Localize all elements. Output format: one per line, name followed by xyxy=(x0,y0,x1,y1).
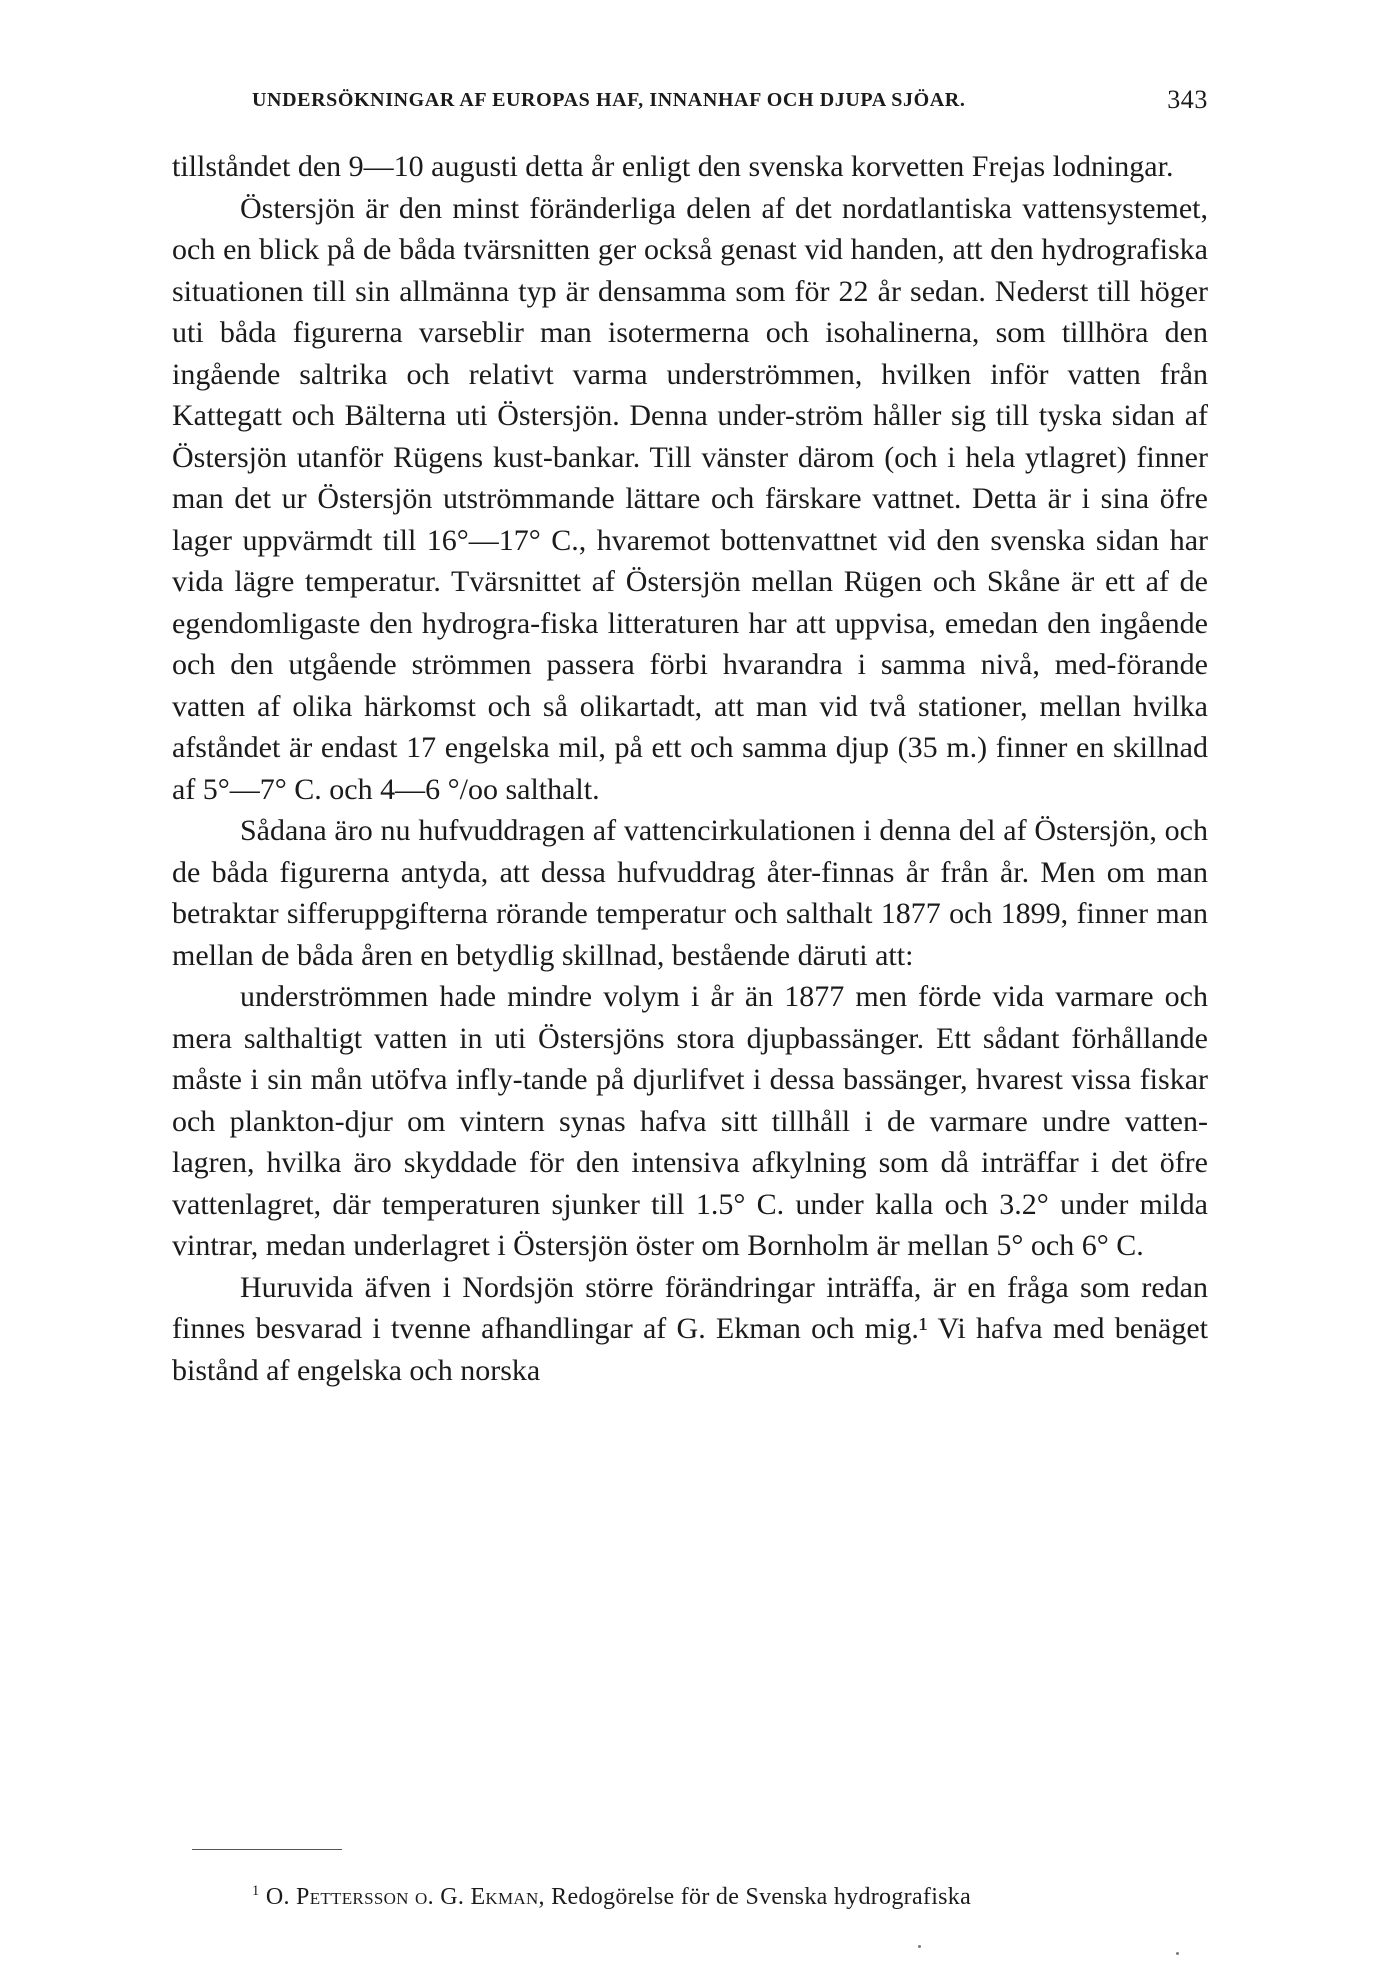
footnote-rule xyxy=(192,1849,342,1850)
footnote-text: Redogörelse för de Svenska hydrografiska xyxy=(551,1884,972,1910)
footnote-authors: O. Pettersson o. G. Ekman, xyxy=(265,1884,545,1910)
paragraph-circulation: Sådana äro nu hufvuddragen af vattencirkulationen i denna del af Östersjön, och de båda figurerna antyda, att dessa hufvuddrag åter-finnas år från år. Men om man betraktar sifferuppgifterna rörande temperatur och salthalt 1877 och 1899, finner man mellan de båda åren en betydlig skillnad, bestående däruti att: xyxy=(172,814,1208,972)
body-text xyxy=(172,146,1208,1391)
paper-speck xyxy=(1176,1952,1179,1955)
paragraph-continuation: tillståndet den 9—10 augusti detta år enligt den svenska korvetten Frejas lodningar. xyxy=(172,150,1174,183)
footnote xyxy=(252,1882,1208,1912)
page-number: 343 xyxy=(1167,85,1208,114)
book-page xyxy=(172,84,1208,1944)
running-head-title: UNDERSÖKNINGAR AF EUROPAS HAF, INNANHAF OCH DJUPA SJÖAR. xyxy=(252,89,966,111)
running-head xyxy=(172,84,1208,116)
paragraph-baltic-sea: Östersjön är den minst föränderliga delen af det nordatlantiska vattensystemet, och en blick på de båda tvärsnitten ger också genast vid handen, att den hydrografiska situationen till sin allmänna typ är densamma som för 22 år sedan. Nederst till höger uti båda figurerna varseblir man isotermerna och isohalinerna, som tillhöra den ingående saltrika och relativt varma underströmmen, hvilken inför vatten från Kattegatt och Bälterna uti Östersjön. Denna under-ström håller sig till tyska sidan af Östersjön utanför Rügens kust-bankar. Till vänster därom (och i hela ytlagret) finner man det ur Östersjön utströmmande lättare och färskare vattnet. Detta är i sina öfre lager uppvärmdt till 16°—17° C., hvaremot bottenvattnet vid den svenska sidan har vida lägre temperatur. Tvärsnittet af Östersjön mellan Rügen och Skåne är ett af de egendomligaste den hydrogra-fiska litteraturen har att uppvisa, emedan den ingående och den utgående strömmen passera förbi hvarandra i samma nivå, med-förande vatten af olika härkomst och så olikartadt, att man vid två stationer, mellan hvilka afståndet är endast 17 engelska mil, på ett och samma djup (35 m.) finner en skillnad af 5°—7° C. och 4—6 °/oo salthalt. xyxy=(172,191,1208,806)
paragraph-north-sea: Huruvida äfven i Nordsjön större förändringar inträffa, är en fråga som redan finnes besvarad i tvenne afhandlingar af G. Ekman och mig.¹ Vi hafva med benäget bistånd af engelska och norska xyxy=(172,1270,1208,1387)
paragraph-undercurrent: underströmmen hade mindre volym i år än 1877 men förde vida varmare och mera salthaltigt vatten in uti Östersjöns stora djupbassänger. Ett sådant förhållande måste i sin mån utöfva infly-tande på djurlifvet i dessa bassänger, hvarest vissa fiskar och plankton-djur om vintern synas hafva sitt tillhåll i de varmare undre vatten-lagren, hvilka äro skyddade för den intensiva afkylning som då inträffar i det öfre vattenlagret, där temperaturen sjunker till 1.5° C. under kalla och 3.2° under milda vintrar, medan underlagret i Östersjön öster om Bornholm är mellan 5° och 6° C. xyxy=(172,980,1208,1262)
footnote-marker: 1 xyxy=(252,1883,260,1899)
paper-speck xyxy=(918,1945,921,1948)
